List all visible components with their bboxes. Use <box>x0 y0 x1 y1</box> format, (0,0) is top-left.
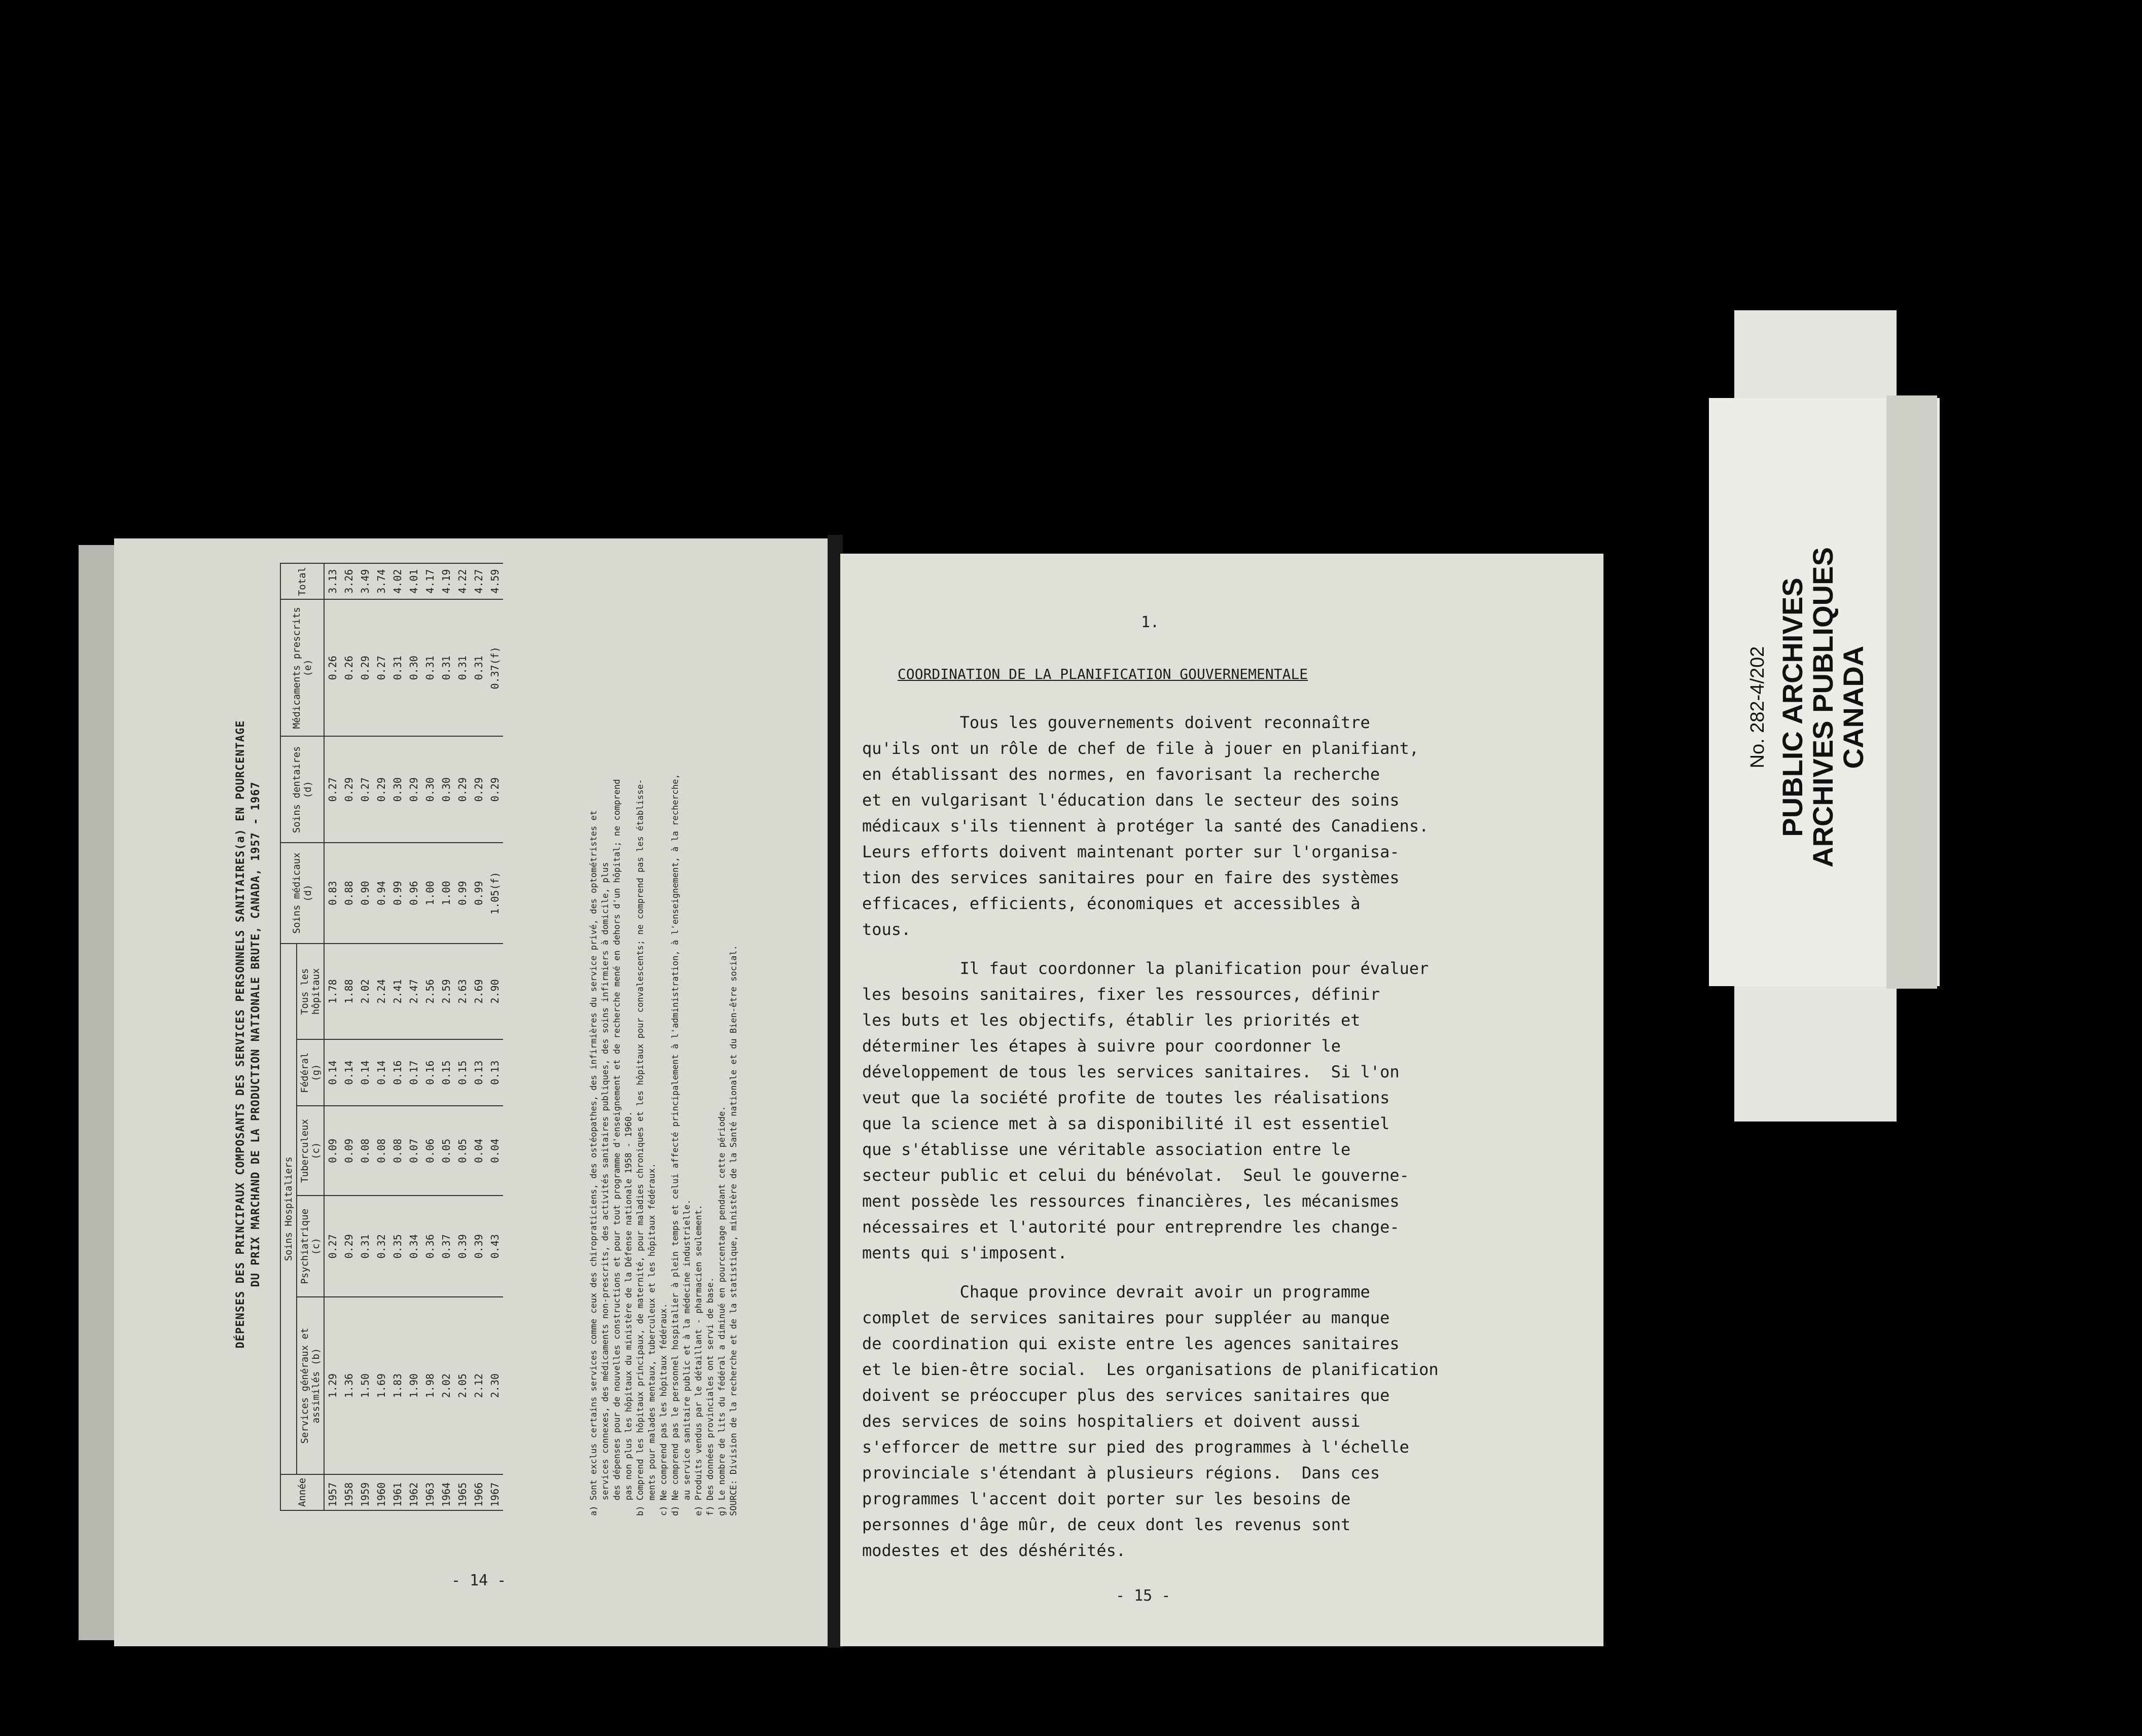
col-header-year: Année <box>280 1474 324 1510</box>
value-cell: 3.26 <box>341 563 357 599</box>
value-cell: 0.94 <box>373 843 389 944</box>
value-cell: 0.14 <box>373 1039 389 1106</box>
body-text <box>862 710 1587 1577</box>
table-row <box>438 563 454 1510</box>
col-header-federal: Fédéral (g) <box>297 1039 324 1106</box>
footnote-line: pas non plus les hôpitaux du ministère de la Défense nationale 1958 - 1960. <box>624 1111 634 1516</box>
table-body <box>324 563 503 1510</box>
col-header-tuberculosis: Tuberculeux (c) <box>297 1106 324 1196</box>
value-cell: 0.09 <box>324 1106 341 1196</box>
table-row <box>324 563 341 1510</box>
value-cell: 2.69 <box>471 944 487 1039</box>
year-cell: 1961 <box>389 1474 406 1510</box>
col-header-general: Services généraux et assimilés (b) <box>297 1297 324 1474</box>
value-cell: 0.29 <box>341 736 357 843</box>
value-cell: 0.04 <box>471 1106 487 1196</box>
health-expenditure-table <box>280 563 503 1511</box>
value-cell: 2.02 <box>357 944 373 1039</box>
value-cell: 0.08 <box>357 1106 373 1196</box>
value-cell: 0.90 <box>357 843 373 944</box>
footnote-line: d) Ne comprend pas le personnel hospitalier à plein temps et celui affecté principalement à l'administration, à l'enseignement, à la recherche, <box>670 774 681 1516</box>
value-cell: 0.31 <box>438 599 454 736</box>
value-cell: 0.06 <box>422 1106 438 1196</box>
value-cell: 1.83 <box>389 1297 406 1474</box>
col-header-all-hospitals: Tous les hôpitaux <box>297 944 324 1039</box>
value-cell: 0.09 <box>341 1106 357 1196</box>
value-cell: 2.59 <box>438 944 454 1039</box>
value-cell: 0.17 <box>406 1039 422 1106</box>
footnote-line: SOURCE: Division de la recherche et de la statistique, ministère de la Santé nationale et du Bien-être social. <box>729 945 739 1516</box>
footnote-line: b) Comprend les hôpitaux principaux, de maternité, pour maladies chroniques et les hôpitaux pour convalescents; ne comprend pas les établisse- <box>635 779 646 1516</box>
value-cell: 1.69 <box>373 1297 389 1474</box>
value-cell: 0.04 <box>487 1106 503 1196</box>
value-cell: 0.29 <box>406 736 422 843</box>
value-cell: 4.02 <box>389 563 406 599</box>
value-cell: 1.88 <box>341 944 357 1039</box>
value-cell: 0.27 <box>357 736 373 843</box>
value-cell: 0.14 <box>341 1039 357 1106</box>
value-cell: 1.36 <box>341 1297 357 1474</box>
value-cell: 0.14 <box>324 1039 341 1106</box>
value-cell: 0.88 <box>341 843 357 944</box>
value-cell: 0.15 <box>454 1039 471 1106</box>
value-cell: 0.36 <box>422 1196 438 1297</box>
value-cell: 0.07 <box>406 1106 422 1196</box>
table-row <box>422 563 438 1510</box>
value-cell: 0.26 <box>324 599 341 736</box>
value-cell: 1.00 <box>422 843 438 944</box>
year-cell: 1967 <box>487 1474 503 1510</box>
value-cell: 2.05 <box>454 1297 471 1474</box>
table-row <box>357 563 373 1510</box>
table-footnotes <box>588 553 740 1516</box>
value-cell: 0.30 <box>406 599 422 736</box>
value-cell: 0.27 <box>373 599 389 736</box>
footnote-line: f) Des données provinciales ont servi de base. <box>705 1277 716 1516</box>
value-cell: 0.34 <box>406 1196 422 1297</box>
value-cell: 0.31 <box>422 599 438 736</box>
year-cell: 1962 <box>406 1474 422 1510</box>
value-cell: 2.24 <box>373 944 389 1039</box>
value-cell: 0.37(f) <box>487 599 503 736</box>
value-cell: 0.16 <box>422 1039 438 1106</box>
footnote-line: a) Sont exclus certains services comme ceux des chiropraticiens, des ostéopathes, des infirmières du service privé, des optométristes et <box>589 810 599 1516</box>
value-cell: 0.05 <box>454 1106 471 1196</box>
col-header-psychiatric: Psychiatrique (c) <box>297 1196 324 1297</box>
value-cell: 3.74 <box>373 563 389 599</box>
footnote-line: ments pour malades mentaux, tuberculeux et les hôpitaux fédéraux. <box>647 1163 657 1516</box>
value-cell: 4.27 <box>471 563 487 599</box>
section-number: 1. <box>1141 613 1160 631</box>
table-title-line-2: DU PRIX MARCHAND DE LA PRODUCTION NATIONALE BRUTE, CANADA, 1957 - 1967 <box>249 781 262 1287</box>
value-cell: 2.12 <box>471 1297 487 1474</box>
footnote-line: g) Le nombre de lits du fédéral a diminué en pourcentage pendant cette période. <box>717 1106 727 1516</box>
col-header-medical: Soins médicaux (d) <box>280 843 324 944</box>
value-cell: 2.30 <box>487 1297 503 1474</box>
value-cell: 0.31 <box>471 599 487 736</box>
value-cell: 1.98 <box>422 1297 438 1474</box>
footnote-line: des dépenses pour de nouvelles constructions et pour tout programme d'enseignement et de recherche mené en dehors d'un hôpital; ne comprend <box>612 779 622 1516</box>
archive-stamp <box>1747 454 1899 961</box>
footnote-line: c) Ne comprend pas les hôpitaux fédéraux. <box>659 1303 669 1516</box>
value-cell: 1.50 <box>357 1297 373 1474</box>
page-number-right: - 15 - <box>1116 1587 1171 1605</box>
value-cell: 4.59 <box>487 563 503 599</box>
value-cell: 0.39 <box>471 1196 487 1297</box>
archive-title-line-2: ARCHIVES PUBLIQUES <box>1807 547 1839 867</box>
value-cell: 0.99 <box>389 843 406 944</box>
footnote-line: e) Produits vendus par le détaillant - pharmacien seulement. <box>694 1204 704 1516</box>
value-cell: 4.19 <box>438 563 454 599</box>
archive-title <box>1777 454 1869 961</box>
value-cell: 2.90 <box>487 944 503 1039</box>
value-cell: 0.29 <box>487 736 503 843</box>
footnote-line: au service sanitaire public et à la médecine industrielle. <box>682 1199 692 1516</box>
value-cell: 0.08 <box>373 1106 389 1196</box>
value-cell: 0.29 <box>357 599 373 736</box>
archive-title-line-3: CANADA <box>1837 645 1869 769</box>
table-row <box>487 563 503 1510</box>
value-cell: 1.05(f) <box>487 843 503 944</box>
table-row <box>389 563 406 1510</box>
archive-number: No. 282-4/202 <box>1747 646 1768 769</box>
value-cell: 0.15 <box>438 1039 454 1106</box>
value-cell: 0.32 <box>373 1196 389 1297</box>
value-cell: 4.22 <box>454 563 471 599</box>
value-cell: 0.30 <box>389 736 406 843</box>
value-cell: 1.29 <box>324 1297 341 1474</box>
paragraph: Chaque province devrait avoir un programme complet de services sanitaires pour suppléer au manque de coordination qui existe entre les agences sanitaires et le bien-être social. Les organisations de planification doivent se préoccuper plus des services sanitaires que des services de soins hospitaliers et doivent aussi s'efforcer de mettre sur pied des programmes à l'échelle provinciale s'étendant à plusieurs régions. Dans ces programmes l'accent doit porter sur les besoins de personnes d'âge mûr, de ceux dont les revenus sont modestes et des déshérités. <box>862 1282 1439 1560</box>
value-cell: 0.31 <box>389 599 406 736</box>
year-cell: 1959 <box>357 1474 373 1510</box>
paragraph: Il faut coordonner la planification pour évaluer les besoins sanitaires, fixer les ressources, définir les buts et les objectifs, établir les priorités et déterminer les étapes à suivre pour coordonner le développement de tous les services sanitaires. Si l'on veut que la société profite de toutes les réalisations que la science met à sa disponibilité il est essentiel que s'établisse une véritable association entre le secteur public et celui du bénévolat. Seul le gouverne- ment possède les ressources financières, les mécanismes nécessaires et l'autorité pour entreprendre les change- ments qui s'imposent. <box>862 959 1429 1262</box>
value-cell: 2.41 <box>389 944 406 1039</box>
table-title-line-1: DÉPENSES DES PRINCIPAUX COMPOSANTS DES SERVICES PERSONNELS SANITAIRES(a) EN POURCENTAGE <box>234 720 247 1349</box>
value-cell: 0.05 <box>438 1106 454 1196</box>
value-cell: 0.29 <box>341 1196 357 1297</box>
left-page-rotated-content <box>233 553 816 1516</box>
value-cell: 0.30 <box>438 736 454 843</box>
paragraph: Tous les gouvernements doivent reconnaître qu'ils ont un rôle de chef de file à jouer en planifiant, en établissant des normes, en favorisant la recherche et en vulgarisant l'éducation dans le secteur des soins médicaux s'ils tiennent à protéger la santé des Canadiens. Leurs efforts doivent maintenant porter sur l'organisa- tion des services sanitaires pour en faire des systèmes efficaces, efficients, économiques et accessibles à tous. <box>862 713 1429 939</box>
year-cell: 1965 <box>454 1474 471 1510</box>
value-cell: 0.13 <box>471 1039 487 1106</box>
value-cell: 0.26 <box>341 599 357 736</box>
value-cell: 0.30 <box>422 736 438 843</box>
section-heading: COORDINATION DE LA PLANIFICATION GOUVERNEMENTALE <box>898 666 1308 682</box>
value-cell: 0.31 <box>454 599 471 736</box>
year-cell: 1960 <box>373 1474 389 1510</box>
value-cell: 4.17 <box>422 563 438 599</box>
value-cell: 0.43 <box>487 1196 503 1297</box>
value-cell: 4.01 <box>406 563 422 599</box>
value-cell: 0.13 <box>487 1039 503 1106</box>
group-header-hospital: Soins Hospitaliers <box>280 944 297 1474</box>
value-cell: 0.96 <box>406 843 422 944</box>
year-cell: 1958 <box>341 1474 357 1510</box>
value-cell: 0.37 <box>438 1196 454 1297</box>
value-cell: 3.49 <box>357 563 373 599</box>
value-cell: 0.99 <box>471 843 487 944</box>
page-number-left: - 14 - <box>451 1572 507 1589</box>
table-row <box>406 563 422 1510</box>
value-cell: 1.00 <box>438 843 454 944</box>
table-row <box>373 563 389 1510</box>
value-cell: 0.27 <box>324 736 341 843</box>
table-row <box>454 563 471 1510</box>
value-cell: 3.13 <box>324 563 341 599</box>
value-cell: 2.63 <box>454 944 471 1039</box>
value-cell: 2.47 <box>406 944 422 1039</box>
year-cell: 1963 <box>422 1474 438 1510</box>
col-header-total: Total <box>280 563 324 599</box>
value-cell: 0.31 <box>357 1196 373 1297</box>
value-cell: 0.83 <box>324 843 341 944</box>
value-cell: 0.27 <box>324 1196 341 1297</box>
footnote-line: services connexes, des médicaments non-prescrits, des activités sanitaires publiques, des soins infirmiers à domicile, plus <box>600 862 611 1516</box>
year-cell: 1957 <box>324 1474 341 1510</box>
col-header-dental: Soins dentaires (d) <box>280 736 324 843</box>
value-cell: 0.29 <box>454 736 471 843</box>
value-cell: 0.16 <box>389 1039 406 1106</box>
col-header-drugs: Médicaments prescrits (e) <box>280 599 324 736</box>
value-cell: 1.78 <box>324 944 341 1039</box>
value-cell: 0.29 <box>373 736 389 843</box>
value-cell: 2.02 <box>438 1297 454 1474</box>
table-row <box>471 563 487 1510</box>
year-cell: 1964 <box>438 1474 454 1510</box>
table-row <box>341 563 357 1510</box>
year-cell: 1966 <box>471 1474 487 1510</box>
archive-title-line-1: PUBLIC ARCHIVES <box>1776 577 1808 837</box>
value-cell: 0.39 <box>454 1196 471 1297</box>
value-cell: 0.14 <box>357 1039 373 1106</box>
value-cell: 2.56 <box>422 944 438 1039</box>
value-cell: 1.90 <box>406 1297 422 1474</box>
table-title <box>233 553 264 1516</box>
value-cell: 0.08 <box>389 1106 406 1196</box>
value-cell: 0.99 <box>454 843 471 944</box>
value-cell: 0.29 <box>471 736 487 843</box>
value-cell: 0.35 <box>389 1196 406 1297</box>
